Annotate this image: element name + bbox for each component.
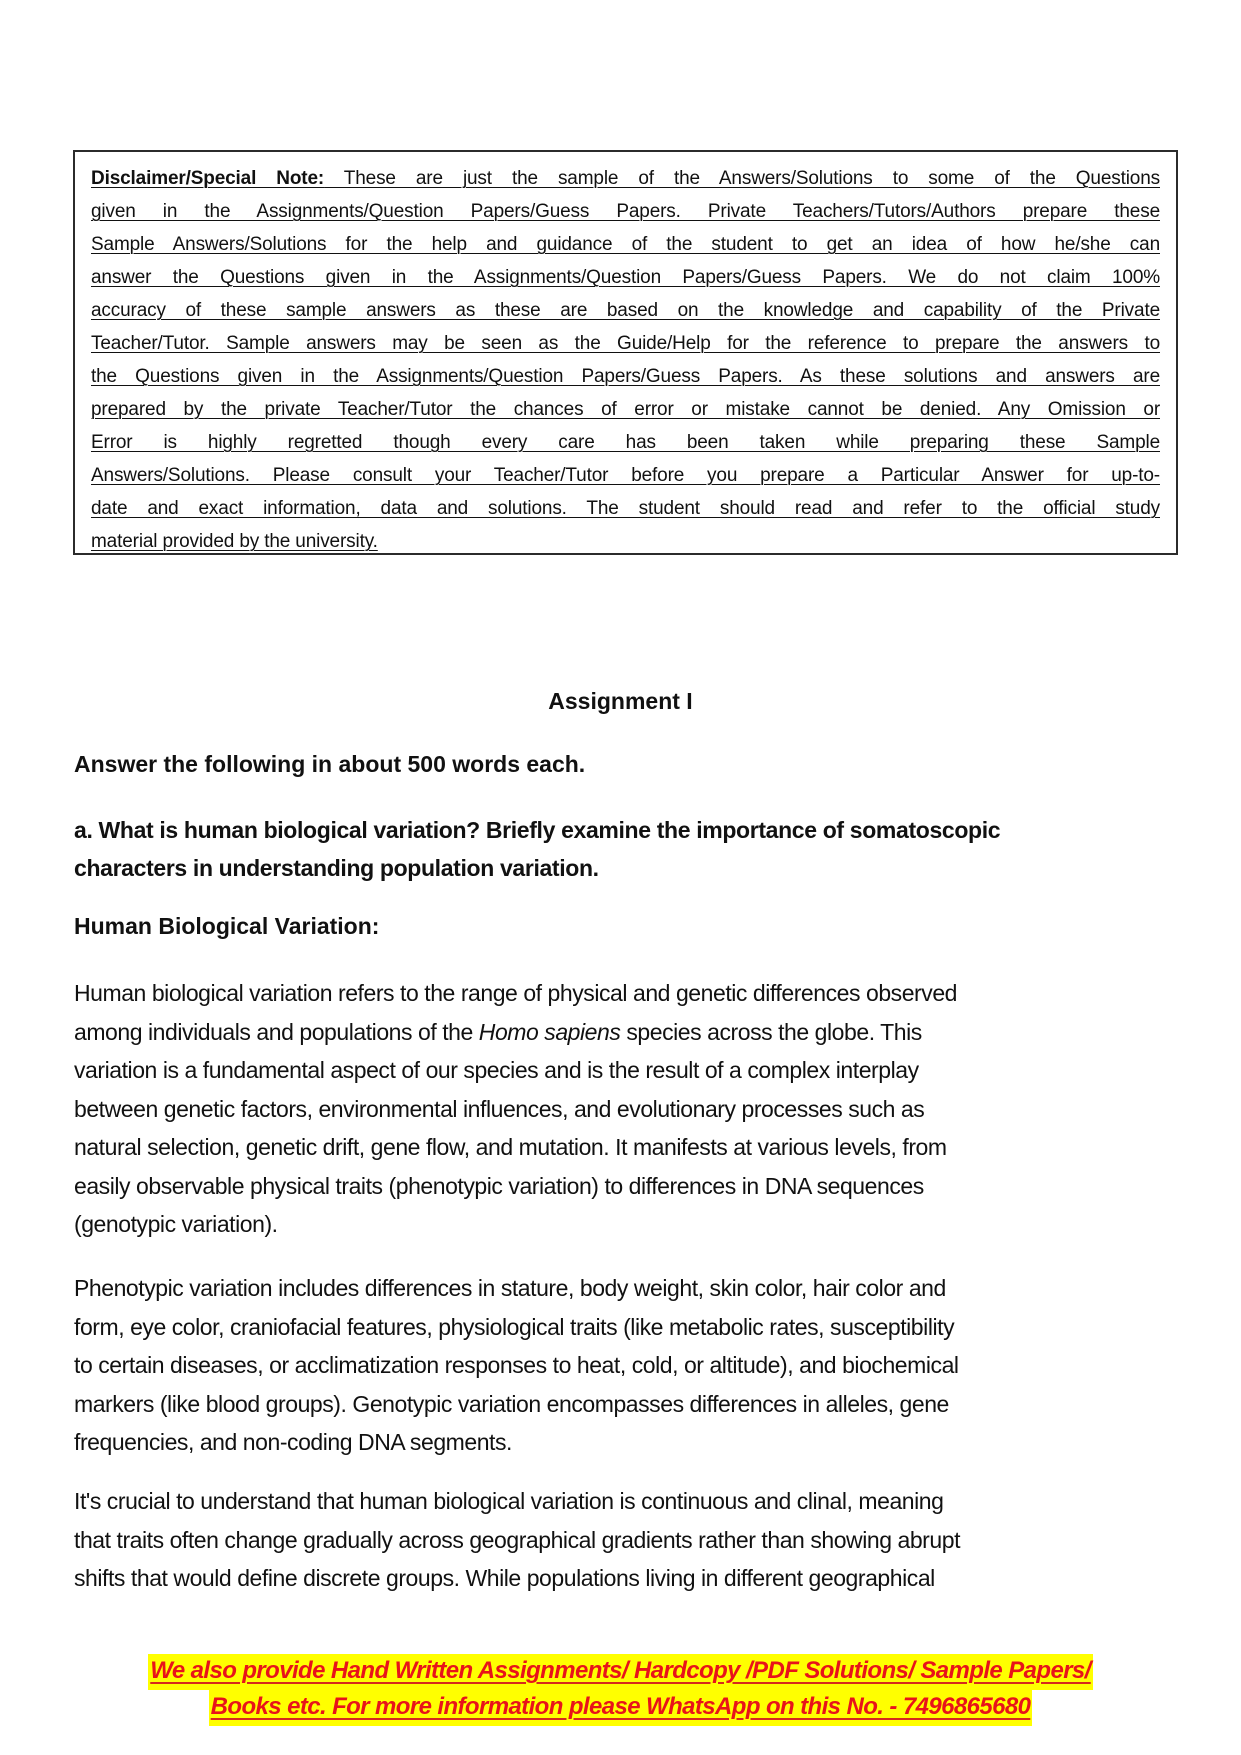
disclaimer-text	[91, 162, 1160, 558]
disclaimer-line: Answers/Solutions. Please consult your Teacher/Tutor before you prepare a Particular Answer for up-to-	[91, 465, 1160, 486]
paragraph-line: variation is a fundamental aspect of our species and is the result of a complex interplay	[74, 1057, 919, 1083]
paragraph-line: frequencies, and non-coding DNA segments.	[74, 1429, 512, 1455]
paragraph-line: to certain diseases, or acclimatization responses to heat, cold, or altitude), and biochemical	[74, 1352, 959, 1378]
disclaimer-line: given in the Assignments/Question Papers/Guess Papers. Private Teachers/Tutors/Authors prepare these	[91, 201, 1160, 222]
paragraph-line: markers (like blood groups). Genotypic variation encompasses differences in alleles, gene	[74, 1390, 949, 1417]
promo-line: We also provide Hand Written Assignments/ Hardcopy /PDF Solutions/ Sample Papers/	[148, 1654, 1093, 1690]
assignment-instruction: Answer the following in about 500 words each.	[74, 751, 586, 777]
paragraph-line: form, eye color, craniofacial features, physiological traits (like metabolic rates, susceptibility	[74, 1313, 955, 1340]
promo-line: Books etc. For more information please WhatsApp on this No. - 7496865680	[209, 1690, 1033, 1726]
promo-banner	[0, 1654, 1241, 1726]
disclaimer-line	[91, 162, 1160, 195]
assignment-title: Assignment I	[548, 688, 693, 714]
disclaimer-line: prepared by the private Teacher/Tutor the chances of error or mistake cannot be denied. Any Omission or	[91, 399, 1160, 420]
disclaimer-line-text: These are just the sample of the Answers/Solutions to some of the Questions	[324, 168, 1160, 189]
paragraph-line: that traits often change gradually across geographical gradients rather than showing abrupt	[74, 1526, 961, 1553]
paragraph-line	[74, 1013, 1174, 1052]
disclaimer-line: the Questions given in the Assignments/Question Papers/Guess Papers. As these solutions and answers are	[91, 366, 1160, 387]
disclaimer-label: Disclaimer/Special Note:	[91, 168, 325, 189]
paragraph-text: among individuals and populations of the	[74, 1018, 479, 1045]
species-name: Homo sapiens	[478, 1018, 621, 1045]
paragraph-line: shifts that would define discrete groups. While populations living in different geographical	[74, 1565, 935, 1591]
disclaimer-box	[73, 150, 1178, 555]
disclaimer-line: date and exact information, data and solutions. The student should read and refer to the official study	[91, 498, 1160, 519]
paragraph-line: (genotypic variation).	[74, 1211, 278, 1237]
disclaimer-line: Sample Answers/Solutions for the help and guidance of the student to get an idea of how he/she can	[91, 234, 1160, 255]
question-line: characters in understanding population variation.	[74, 855, 599, 881]
paragraph-line: between genetic factors, environmental influences, and evolutionary processes such as	[74, 1095, 925, 1122]
paragraph-line: natural selection, genetic drift, gene flow, and mutation. It manifests at various levels, from	[74, 1134, 947, 1160]
question-line: a. What is human biological variation? Briefly examine the importance of somatoscopic	[74, 817, 1001, 843]
disclaimer-line: material provided by the university.	[91, 531, 378, 552]
paragraph-line: It's crucial to understand that human biological variation is continuous and clinal, meaning	[74, 1488, 944, 1514]
disclaimer-line: answer the Questions given in the Assignments/Question Papers/Guess Papers. We do not claim 100%	[91, 267, 1160, 288]
disclaimer-line: Teacher/Tutor. Sample answers may be seen as the Guide/Help for the reference to prepare the answers to	[91, 333, 1160, 354]
paragraph	[74, 1269, 1174, 1462]
disclaimer-line: Error is highly regretted though every care has been taken while preparing these Sample	[91, 432, 1160, 453]
section-heading: Human Biological Variation:	[74, 913, 380, 939]
paragraph	[74, 974, 1174, 1244]
disclaimer-line: accuracy of these sample answers as these are based on the knowledge and capability of the Private	[91, 300, 1160, 321]
paragraph-line: easily observable physical traits (phenotypic variation) to differences in DNA sequences	[74, 1172, 924, 1199]
paragraph-line: Human biological variation refers to the range of physical and genetic differences observed	[74, 980, 958, 1006]
paragraph-line: Phenotypic variation includes differences in stature, body weight, skin color, hair color and	[74, 1275, 946, 1301]
paragraph-text: species across the globe. This	[620, 1018, 922, 1045]
question-a	[74, 811, 1174, 887]
paragraph	[74, 1482, 1174, 1598]
